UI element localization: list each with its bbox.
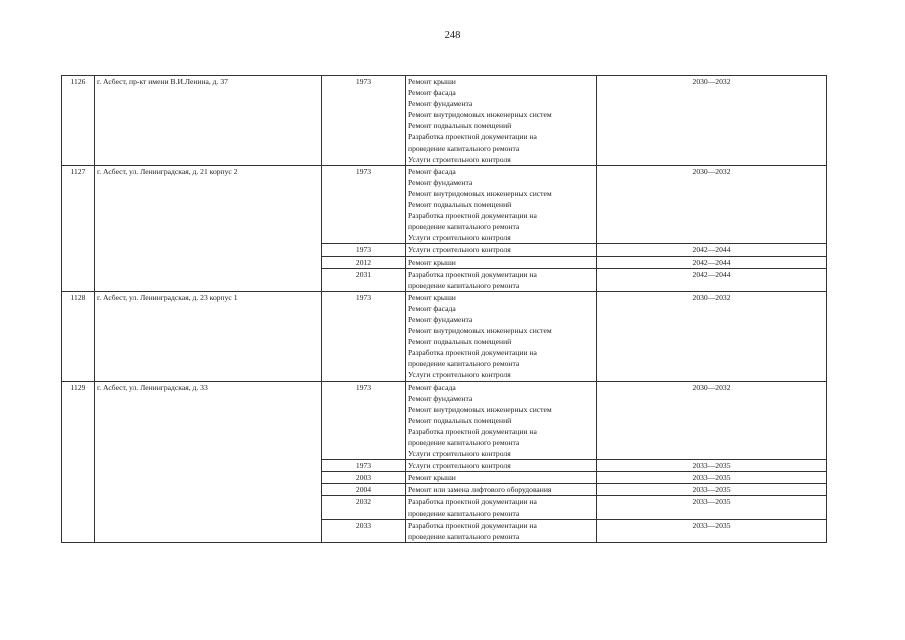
work-item: Ремонт фасада (408, 88, 456, 98)
year-cell: 2012 (322, 256, 406, 268)
work-item: Ремонт внутридомовых инженерных систем (408, 326, 552, 336)
year-cell: 1973 (322, 76, 406, 166)
work-item: Ремонт крыши (408, 292, 456, 302)
works-cell (406, 484, 597, 496)
work-item: Ремонт фундамента (408, 177, 473, 187)
work-item: Услуги строительного контроля (408, 245, 511, 255)
period-cell: 2030—2032 (597, 381, 827, 460)
works-cell (406, 472, 597, 484)
table-row (62, 291, 827, 381)
work-item: Ремонт подвальных помещений (408, 337, 512, 347)
year-cell: 2031 (322, 268, 406, 291)
work-item: Ремонт подвальных помещений (408, 200, 512, 210)
table-row (62, 381, 827, 460)
period-cell: 2033—2035 (597, 484, 827, 496)
year-cell: 2003 (322, 472, 406, 484)
work-item: проведение капитального ремонта (408, 280, 520, 290)
work-item: Услуги строительного контроля (408, 370, 511, 380)
work-item: Ремонт крыши (408, 77, 456, 86)
work-item: проведение капитального ремонта (408, 508, 520, 518)
year-cell: 1973 (322, 291, 406, 381)
work-item: Ремонт крыши (408, 473, 456, 483)
work-item: Услуги строительного контроля (408, 233, 511, 243)
work-item: Услуги строительного контроля (408, 154, 511, 164)
period-cell: 2030—2032 (597, 291, 827, 381)
period-cell: 2030—2032 (597, 165, 827, 244)
works-cell (406, 519, 597, 542)
year-cell: 1973 (322, 460, 406, 472)
works-cell (406, 165, 597, 244)
work-item: Разработка проектной документации на (408, 348, 537, 358)
year-cell: 2033 (322, 519, 406, 542)
year-cell: 2004 (322, 484, 406, 496)
period-cell: 2033—2035 (597, 460, 827, 472)
address-cell: г. Асбест, ул. Ленинградская, д. 21 корпус 2 (95, 165, 322, 291)
period-cell: 2033—2035 (597, 472, 827, 484)
work-item: Ремонт фасада (408, 382, 456, 392)
address-cell: г. Асбест, ул. Ленинградская, д. 23 корпус 1 (95, 291, 322, 381)
work-item: проведение капитального ремонта (408, 359, 520, 369)
works-cell (406, 291, 597, 381)
works-cell (406, 460, 597, 472)
period-cell: 2033—2035 (597, 496, 827, 519)
year-cell: 1973 (322, 381, 406, 460)
work-item: Ремонт внутридомовых инженерных систем (408, 110, 552, 120)
works-cell (406, 268, 597, 291)
row-number: 1126 (62, 76, 95, 166)
period-cell: 2033—2035 (597, 519, 827, 542)
period-cell: 2042—2044 (597, 256, 827, 268)
works-cell (406, 256, 597, 268)
work-item: Разработка проектной документации на (408, 132, 537, 142)
work-item: Ремонт подвальных помещений (408, 415, 512, 425)
work-item: Ремонт или замена лифтового оборудования (408, 485, 552, 495)
work-item: Ремонт фундамента (408, 314, 473, 324)
row-number: 1129 (62, 381, 95, 542)
year-cell: 1973 (322, 165, 406, 244)
work-item: Разработка проектной документации на (408, 211, 537, 221)
work-item: Услуги строительного контроля (408, 449, 511, 459)
row-number: 1128 (62, 291, 95, 381)
table-row (62, 76, 827, 166)
period-cell: 2042—2044 (597, 268, 827, 291)
work-item: проведение капитального ремонта (408, 222, 520, 232)
work-item: Ремонт фасада (408, 166, 456, 176)
table-row (62, 165, 827, 244)
year-cell: 2032 (322, 496, 406, 519)
period-cell: 2030—2032 (597, 76, 827, 166)
works-cell (406, 496, 597, 519)
works-cell (406, 244, 597, 256)
work-item: Ремонт фундамента (408, 393, 473, 403)
period-cell: 2042—2044 (597, 244, 827, 256)
work-item: проведение капитального ремонта (408, 143, 520, 153)
work-item: Ремонт подвальных помещений (408, 121, 512, 131)
work-item: Услуги строительного контроля (408, 461, 511, 471)
work-item: Ремонт фасада (408, 303, 456, 313)
work-item: Ремонт крыши (408, 257, 456, 267)
works-cell (406, 76, 597, 166)
work-item: проведение капитального ремонта (408, 531, 520, 541)
repair-schedule-table (61, 75, 827, 543)
year-cell: 1973 (322, 244, 406, 256)
address-cell: г. Асбест, ул. Ленинградская, д. 33 (95, 381, 322, 542)
work-item: Разработка проектной документации на (408, 497, 537, 507)
work-item: проведение капитального ремонта (408, 438, 520, 447)
work-item: Разработка проектной документации на (408, 520, 537, 530)
row-number: 1127 (62, 165, 95, 291)
page-number: 248 (444, 30, 461, 41)
works-cell (406, 381, 597, 460)
work-item: Ремонт внутридомовых инженерных систем (408, 404, 552, 414)
table-body (62, 76, 827, 543)
work-item: Разработка проектной документации на (408, 426, 537, 436)
work-item: Ремонт внутридомовых инженерных систем (408, 188, 552, 198)
work-item: Разработка проектной документации на (408, 269, 537, 279)
work-item: Ремонт фундамента (408, 99, 473, 109)
address-cell: г. Асбест, пр-кт имени В.И.Ленина, д. 37 (95, 76, 322, 166)
